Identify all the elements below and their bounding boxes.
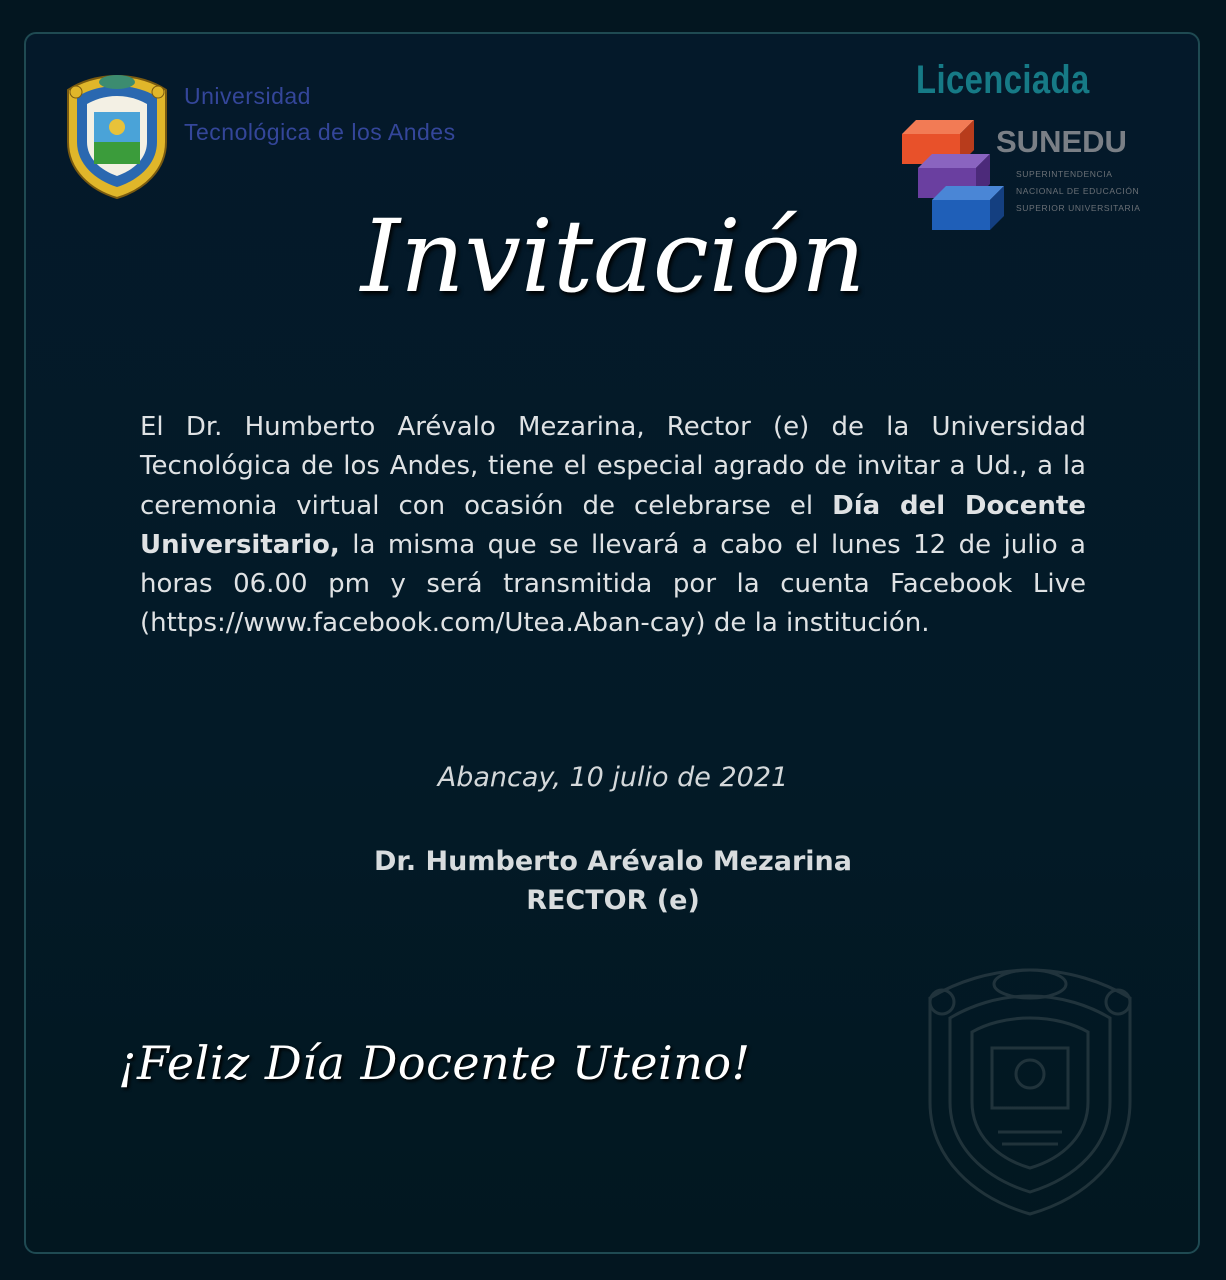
university-crest-logo [62,72,172,202]
invitation-body [140,408,1086,644]
university-name-line1: Universidad [184,83,311,109]
body-highlight: Día del Docente Universitario, [140,490,1086,560]
sunedu-subtitle-line2: NACIONAL DE EDUCACIÓN [1016,186,1140,196]
place-date: Abancay, 10 julio de 2021 [437,762,789,793]
signer-role: RECTOR (e) [526,885,700,916]
watermark-crest-icon [918,962,1142,1222]
signer-name: Dr. Humberto Arévalo Mezarina [374,846,852,877]
sunedu-subtitle-line3: SUPERIOR UNIVERSITARIA [1016,203,1141,213]
invitation-title: Invitación [360,198,866,315]
signature-block [0,842,1226,920]
licensed-label: Licenciada [916,58,1090,102]
university-name-line2: Tecnológica de los Andes [184,119,456,145]
body-text-part1: El Dr. Humberto Arévalo Mezarina, Rector (e) de la Universidad Tecnológica de los Andes, tiene el especial agrado de invitar a Ud., a la ceremonia virtual con ocasión de celebrarse el [140,412,1086,521]
greeting-message: ¡Feliz Día Docente Uteino! [118,1036,751,1090]
sunedu-name: SUNEDU [996,124,1127,159]
university-name [184,78,456,150]
body-text-part2: la misma que se llevará a cabo el lunes 12 de julio a horas 06.00 pm y será transmitida por la cuenta Facebook Live (https://www.facebook.com/Utea.Aban-cay) de la institución. [140,529,1086,639]
sunedu-subtitle-line1: SUPERINTENDENCIA [1016,169,1113,179]
